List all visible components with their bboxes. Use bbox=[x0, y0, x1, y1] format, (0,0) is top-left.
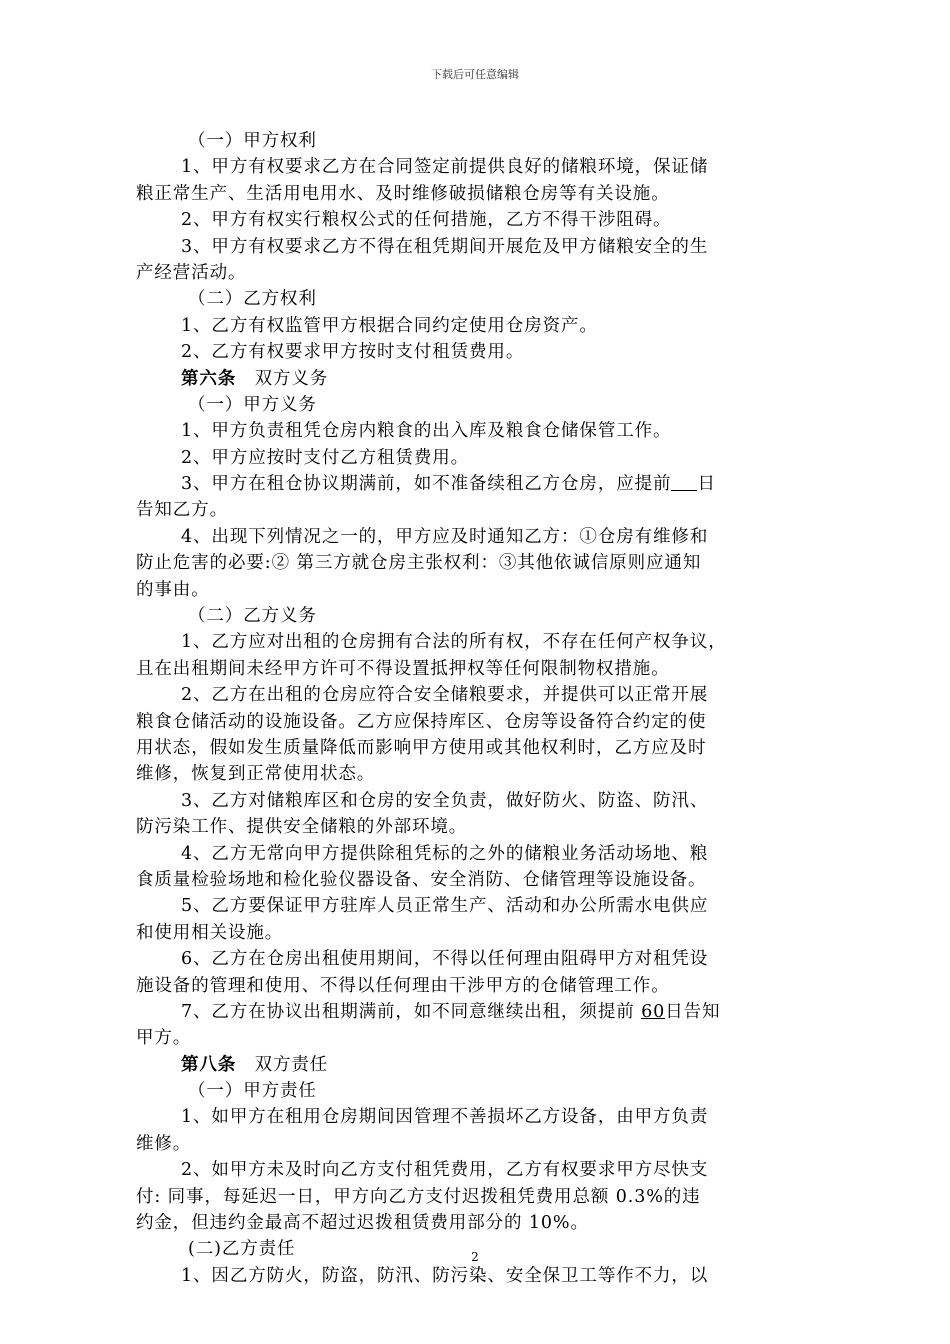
text-line bbox=[136, 814, 830, 840]
line-text: 施设备的管理和使用、不得以任何理由干涉甲方的仓储管理工作。 bbox=[136, 975, 670, 996]
text-line bbox=[136, 471, 830, 497]
text-line bbox=[136, 1184, 830, 1210]
line-text: （一）甲方责任 bbox=[188, 1081, 317, 1102]
line-text: （二）乙方义务 bbox=[188, 606, 317, 627]
page-header: 下载后可任意编辑 bbox=[431, 68, 519, 81]
text-line bbox=[136, 1263, 830, 1289]
line-text: 7、乙方在协议出租期满前，如不同意继续出租，须提前 bbox=[181, 1001, 642, 1022]
line-text: 3、甲方有权要求乙方不得在租凭期间开展危及甲方储粮安全的生 bbox=[181, 236, 709, 257]
line-text: （二）乙方权利 bbox=[188, 289, 317, 310]
line-text: 产经营活动。 bbox=[136, 262, 247, 283]
line-text: 3、乙方对储粮库区和仓房的安全负责，做好防火、防盗、防汛、 bbox=[181, 790, 709, 811]
line-text: 1、因乙方防火，防盗，防汛、防污染、安全保卫工等作不力，以 bbox=[181, 1265, 709, 1286]
text-line bbox=[136, 286, 830, 312]
text-line bbox=[136, 867, 830, 893]
text-line bbox=[136, 207, 830, 233]
text-line bbox=[136, 418, 830, 444]
text-line bbox=[136, 920, 830, 946]
text-line bbox=[136, 154, 830, 180]
text-line bbox=[136, 577, 830, 603]
text-line bbox=[136, 709, 830, 735]
line-text: 粮正常生产、生活用电用水、及时维修破损储粮仓房等有关设施。 bbox=[136, 183, 670, 204]
blank-field bbox=[671, 474, 697, 491]
line-tail: 日告知 bbox=[665, 1001, 721, 1022]
text-line bbox=[136, 788, 830, 814]
line-text: 甲方。 bbox=[136, 1028, 192, 1049]
line-text: 防止危害的必要:② 第三方就仓房主张权利：③其他依诚信原则应通知 bbox=[136, 553, 702, 574]
text-line bbox=[136, 761, 830, 787]
text-line bbox=[136, 313, 830, 339]
text-line bbox=[136, 735, 830, 761]
text-line bbox=[136, 682, 830, 708]
line-text: 的事由。 bbox=[136, 579, 210, 600]
line-text: 5、乙方要保证甲方驻库人员正常生产、活动和办公所需水电供应 bbox=[181, 896, 709, 917]
line-text: 3、甲方在租仓协议期满前，如不准备续租乙方仓房，应提前 bbox=[181, 474, 672, 495]
text-line bbox=[136, 1052, 830, 1078]
line-text: 约金，但违约金最高不超过迟拨租赁费用部分的 10%。 bbox=[136, 1213, 589, 1234]
line-text: 1、乙方应对出租的仓房拥有合法的所有权，不存在任何产权争议， bbox=[181, 632, 727, 653]
text-line bbox=[136, 128, 830, 154]
article-heading: 第八条 bbox=[181, 1054, 237, 1075]
line-tail: 日 bbox=[697, 474, 716, 495]
line-text: （一）甲方义务 bbox=[188, 394, 317, 415]
line-text: 2、甲方有权实行粮权公式的任何措施，乙方不得干涉阻碍。 bbox=[181, 210, 672, 231]
line-text: 用状态，假如发生质量降低而影响甲方使用或其他权利时，乙方应及时 bbox=[136, 737, 707, 758]
line-text: 1、甲方有权要求乙方在合同签定前提供良好的储粮环境，保证储 bbox=[181, 157, 709, 178]
line-text: 食质量检验场地和检化验仪器设备、安全消防、仓储管理等设施设备。 bbox=[136, 869, 707, 890]
text-line bbox=[136, 603, 830, 629]
line-text: 1、甲方负责租凭仓房内粮食的出入库及粮食仓储保管工作。 bbox=[181, 421, 672, 442]
line-text: (二)乙方责任 bbox=[188, 1239, 296, 1260]
text-line bbox=[136, 1157, 830, 1183]
line-text: （一）甲方权利 bbox=[188, 131, 317, 151]
text-line bbox=[136, 1078, 830, 1104]
line-text: 告知乙方。 bbox=[136, 500, 228, 521]
line-text: 双方义务 bbox=[236, 368, 329, 389]
page-number: 2 bbox=[471, 1250, 479, 1264]
text-line bbox=[136, 999, 830, 1025]
line-text: 防污染工作、提供安全储粮的外部环境。 bbox=[136, 817, 468, 838]
text-line bbox=[136, 1104, 830, 1130]
line-text: 付: 同事，每延迟一日，甲方向乙方支付迟拨租凭费用总额 0.3%的违 bbox=[136, 1186, 701, 1207]
text-line bbox=[136, 946, 830, 972]
text-line bbox=[136, 656, 830, 682]
line-text: 2、乙方在出租的仓房应符合安全储粮要求，并提供可以正常开展 bbox=[181, 685, 709, 706]
text-line bbox=[136, 181, 830, 207]
line-text: 6、乙方在仓房出租使用期间，不得以任何理由阻碍甲方对租凭设 bbox=[181, 949, 709, 970]
text-line bbox=[136, 841, 830, 867]
text-line bbox=[136, 893, 830, 919]
line-text: 2、甲方应按时支付乙方租赁费用。 bbox=[181, 447, 470, 468]
line-text: 4、乙方无常向甲方提供除租凭标的之外的储粮业务活动场地、粮 bbox=[181, 843, 709, 864]
article-heading: 第六条 bbox=[181, 368, 237, 389]
line-text: 1、如甲方在租用仓房期间因管理不善损坏乙方设备，由甲方负责 bbox=[181, 1107, 709, 1128]
text-line bbox=[136, 339, 830, 365]
text-line bbox=[136, 234, 830, 260]
line-text: 维修。 bbox=[136, 1133, 192, 1154]
document-body bbox=[136, 128, 830, 1289]
text-line bbox=[136, 629, 830, 655]
line-text: 2、乙方有权要求甲方按时支付租赁费用。 bbox=[181, 342, 525, 363]
line-text: 2、如甲方未及时向乙方支付租凭费用，乙方有权要求甲方尽快支 bbox=[181, 1160, 709, 1181]
text-line bbox=[136, 1025, 830, 1051]
line-text: 维修，恢复到正常使用状态。 bbox=[136, 764, 376, 785]
line-text: 1、乙方有权监管甲方根据合同约定使用仓房资产。 bbox=[181, 315, 598, 336]
text-line bbox=[136, 973, 830, 999]
text-line bbox=[136, 1131, 830, 1157]
underlined-value: 60 bbox=[641, 1001, 666, 1022]
line-text: 粮食仓储活动的设施设备。乙方应保持库区、仓房等设备符合约定的使 bbox=[136, 711, 707, 732]
line-text: 4、出现下列情况之一的，甲方应及时通知乙方：①仓房有维修和 bbox=[181, 526, 709, 547]
text-line bbox=[136, 366, 830, 392]
text-line bbox=[136, 260, 830, 286]
text-line bbox=[136, 497, 830, 523]
text-line bbox=[136, 550, 830, 576]
text-line bbox=[136, 445, 830, 471]
line-text: 且在出租期间未经甲方许可不得设置抵押权等任何限制物权措施。 bbox=[136, 658, 670, 679]
line-text: 和使用相关设施。 bbox=[136, 922, 284, 943]
text-line bbox=[136, 1210, 830, 1236]
text-line bbox=[136, 524, 830, 550]
text-line bbox=[136, 392, 830, 418]
line-text: 双方责任 bbox=[236, 1054, 329, 1075]
